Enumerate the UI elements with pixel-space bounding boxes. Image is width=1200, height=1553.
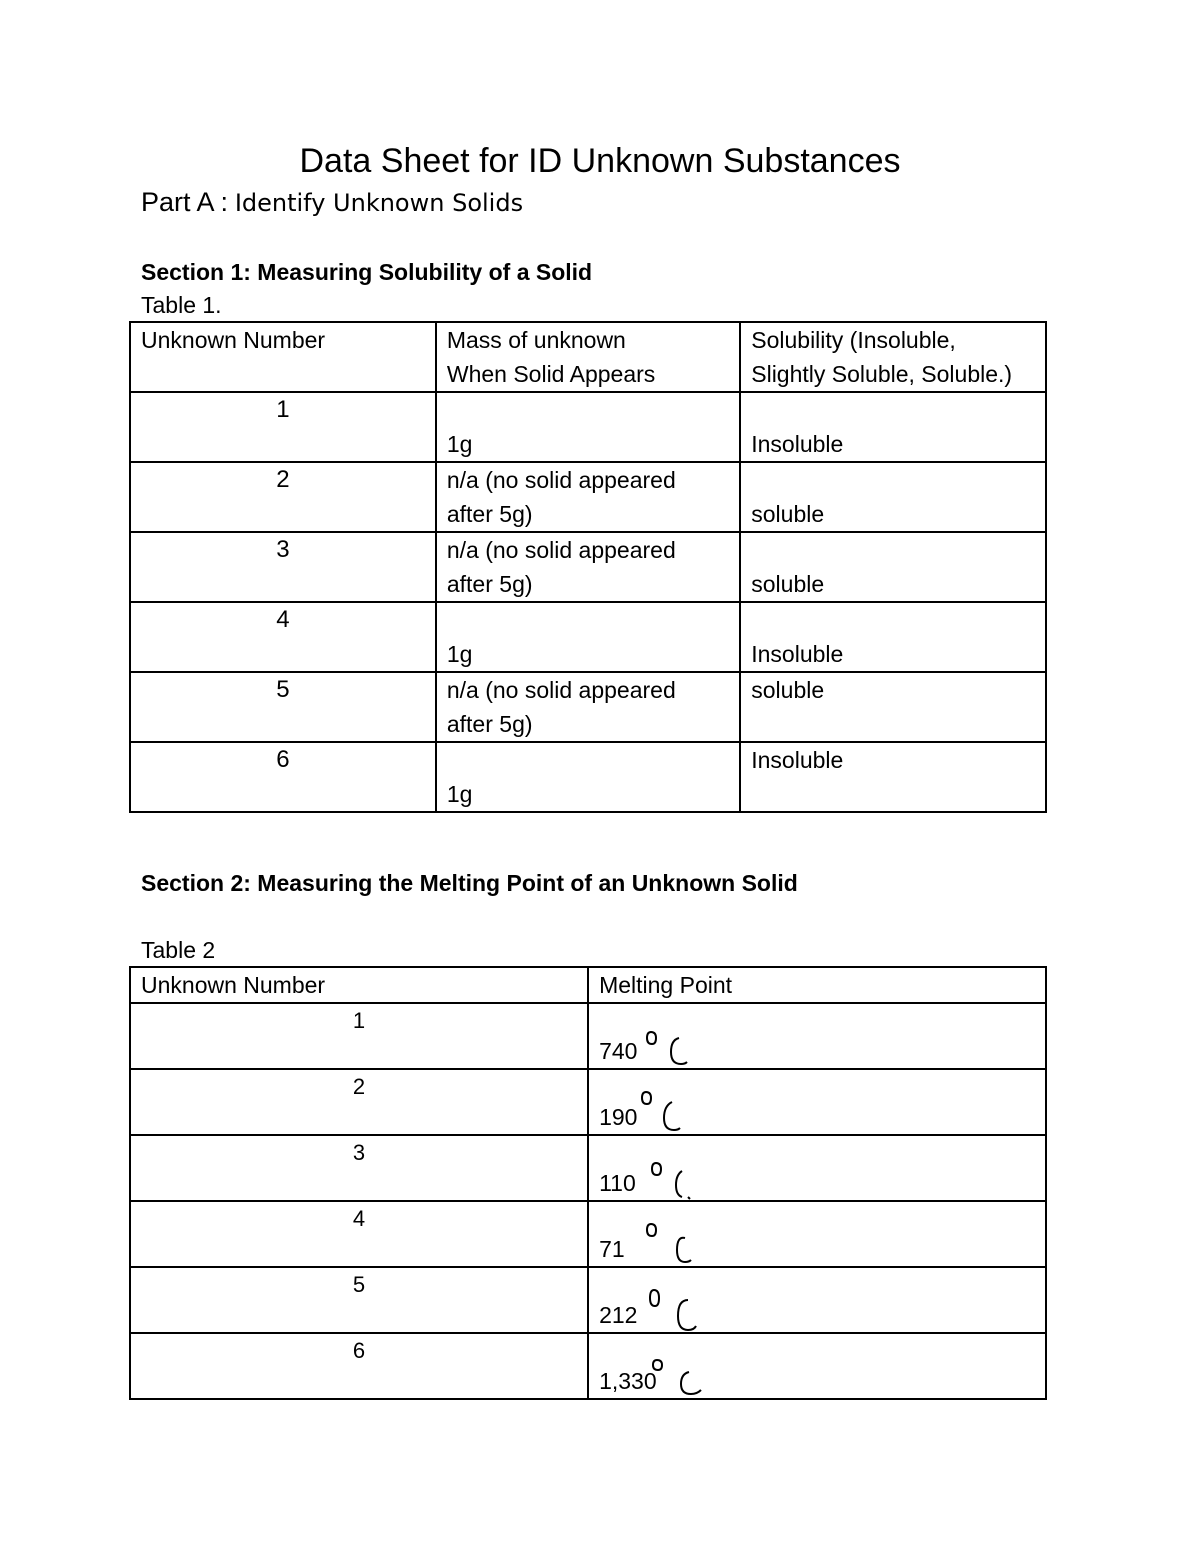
table-row	[130, 1333, 1046, 1399]
handwritten-degree-celsius-icon	[640, 1098, 686, 1138]
table-row	[130, 1201, 1046, 1267]
table-row	[130, 1267, 1046, 1333]
melting-point-table	[129, 966, 1047, 1400]
table-row	[130, 392, 1046, 462]
melting-point-value: 71	[599, 1236, 625, 1262]
handwritten-degree-celsius-icon	[648, 1296, 694, 1336]
mass-cell: 1g	[436, 742, 740, 812]
page-title: Data Sheet for ID Unknown Substances	[299, 142, 901, 180]
handwritten-degree-celsius-icon	[650, 1165, 696, 1205]
unknown-number: 1	[130, 392, 436, 462]
solubility-cell: soluble	[740, 532, 1046, 602]
melting-point-value: 1,330	[599, 1368, 657, 1394]
mass-cell: n/a (no solid appeared after 5g)	[436, 672, 740, 742]
section-1-heading: Section 1: Measuring Solubility of a Solid	[141, 259, 593, 285]
melting-point-value: 110	[599, 1170, 636, 1196]
solubility-cell: Insoluble	[740, 392, 1046, 462]
unknown-number: 4	[130, 602, 436, 672]
table-1-caption: Table 1.	[141, 292, 222, 318]
solubility-cell: Insoluble	[740, 742, 1046, 812]
unknown-number: 2	[130, 1069, 588, 1135]
melting-point-value: 212	[599, 1302, 638, 1328]
header-melting-point: Melting Point	[588, 967, 1046, 1003]
melting-point-value: 740	[599, 1038, 638, 1064]
part-label: Part A :	[141, 187, 229, 217]
unknown-number: 3	[130, 1135, 588, 1201]
header-unknown-number: Unknown Number	[130, 967, 588, 1003]
header-solubility: Solubility (Insoluble, Slightly Soluble, Soluble.)	[740, 322, 1046, 392]
table-row	[130, 462, 1046, 532]
table-row	[130, 602, 1046, 672]
mass-cell: 1g	[436, 392, 740, 462]
solubility-cell: soluble	[740, 462, 1046, 532]
table-row	[130, 1003, 1046, 1069]
unknown-number: 5	[130, 672, 436, 742]
mass-cell: 1g	[436, 602, 740, 672]
unknown-number: 1	[130, 1003, 588, 1069]
unknown-number: 6	[130, 742, 436, 812]
unknown-number: 2	[130, 462, 436, 532]
table-header-row	[130, 322, 1046, 392]
handwritten-degree-celsius-icon	[645, 1030, 691, 1070]
handwritten-degree-celsius-icon	[655, 1366, 701, 1406]
header-unknown-number: Unknown Number	[130, 322, 436, 392]
handwritten-degree-celsius-icon	[643, 1228, 689, 1268]
solubility-cell: soluble	[740, 672, 1046, 742]
table-row	[130, 1069, 1046, 1135]
part-heading	[141, 184, 523, 221]
table-row	[130, 532, 1046, 602]
mass-cell: n/a (no solid appeared after 5g)	[436, 462, 740, 532]
unknown-number: 3	[130, 532, 436, 602]
table-row	[130, 672, 1046, 742]
table-row	[130, 742, 1046, 812]
part-text: Identify Unknown Solids	[234, 189, 524, 217]
unknown-number: 6	[130, 1333, 588, 1399]
solubility-cell: Insoluble	[740, 602, 1046, 672]
table-2-caption: Table 2	[141, 937, 216, 963]
header-mass: Mass of unknown When Solid Appears	[436, 322, 740, 392]
unknown-number: 4	[130, 1201, 588, 1267]
mass-cell: n/a (no solid appeared after 5g)	[436, 532, 740, 602]
melting-point-value: 190	[599, 1104, 638, 1130]
unknown-number: 5	[130, 1267, 588, 1333]
table-header-row	[130, 967, 1046, 1003]
solubility-table	[129, 321, 1047, 813]
table-row	[130, 1135, 1046, 1201]
section-2-heading: Section 2: Measuring the Melting Point of an Unknown Solid	[141, 870, 798, 896]
